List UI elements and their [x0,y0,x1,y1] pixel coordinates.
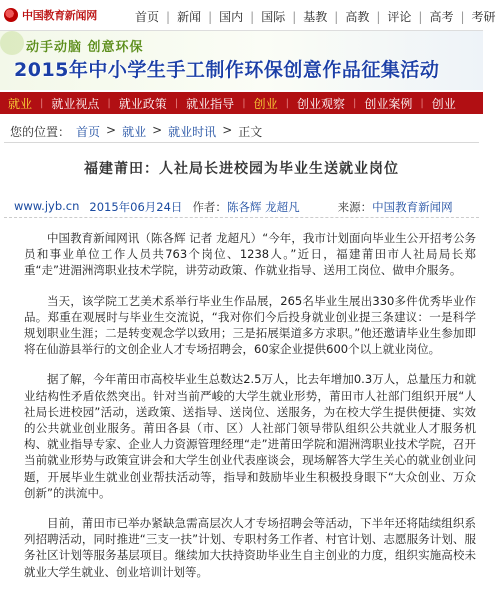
breadcrumb-label: 您的位置： [10,125,71,139]
section-nav-job-policy[interactable]: 就业政策 [118,96,167,111]
top-bar [0,0,496,30]
article-source[interactable]: 中国教育新闻网 [372,200,453,214]
site-url-link[interactable]: www.jyb.cn [14,199,80,213]
article-meta [14,199,479,215]
top-nav-basic-edu[interactable]: 基教 [303,10,328,24]
breadcrumb-job-news[interactable]: 就业时讯 [168,125,217,139]
breadcrumb-current: 正文 [238,125,263,139]
logo-text: 中国教育新闻网 [22,9,97,22]
article-paragraph: 中国教育新闻网讯（陈各辉 记者 龙超凡）“今年，我市计划面向毕业生公开招考公务员和事业单位工作人员共763个岗位、1238人。”近日，福建莆田市人社局局长郑重“走”进湄洲湾职业技术学院，讲劳动政策、作就业指导、送用工岗位、做申介服务。 [24,231,476,278]
divider [4,142,479,143]
banner-headline: 2015年中小学生手工制作环保创意作品征集活动 [14,59,440,81]
promo-banner[interactable] [0,30,483,90]
author-label: 作者： [192,200,227,214]
top-nav-domestic[interactable]: 国内 [219,10,244,24]
top-nav-news[interactable]: 新闻 [177,10,202,24]
top-nav-gaokao[interactable]: 高考 [429,10,454,24]
section-nav-jobs[interactable]: 就业 [8,96,33,111]
article-title: 福建莆田：人社局长进校园为毕业生送就业岗位 [84,161,399,177]
breadcrumb-home[interactable]: 首页 [76,125,101,139]
top-nav-home[interactable]: 首页 [135,10,160,24]
source-label: 来源： [337,200,373,214]
article-paragraph: 当天，该学院工艺美术系举行毕业生作品展，265名毕业生展出330多件优秀毕业作品。郑重在观展时与毕业生交流说，“我对你们今后投身就业创业提三条建议：一是科学规划职业生涯；二是转变观念学以致用；三是拓展渠道多方求职。”他还邀请毕业生参加即将在仙游县举行的文创企业人才专场招聘会，60家企业提供600个以上就业岗位。 [24,293,476,357]
section-nav-startup-watch[interactable]: 创业观察 [296,96,345,111]
section-nav-startup-more[interactable]: 创业 [431,96,456,111]
top-nav: 首页 | 新闻 | 国内 | 国际 | 基教 | 高教 | 评论 | 高考 | 考研 [128,8,503,25]
article-author: 陈各辉 龙超凡 [226,200,300,214]
top-nav-kaoyan[interactable]: 考研 [471,10,496,24]
section-nav-startup[interactable]: 创业 [253,96,278,111]
article-body [24,230,476,594]
section-nav: 就业 | 就业视点 | 就业政策 | 就业指导 | 创业 | 创业观察 | 创业案例 | 创业 [0,92,483,114]
banner-slogan: 动手动脑 创意环保 [26,40,144,55]
section-nav-startup-cases[interactable]: 创业案例 [364,96,413,111]
top-nav-higher-edu[interactable]: 高教 [345,10,370,24]
top-nav-international[interactable]: 国际 [261,10,286,24]
section-nav-job-guidance[interactable]: 就业指导 [186,96,235,111]
top-nav-commentary[interactable]: 评论 [387,10,412,24]
site-logo[interactable] [4,5,97,25]
breadcrumb: 您的位置： 首页 > 就业 > 就业时讯 > 正文 [10,123,263,139]
article-date: 2015年06月24日 [89,200,183,214]
divider [4,217,479,218]
logo-emblem-icon [4,8,18,22]
breadcrumb-jobs[interactable]: 就业 [122,125,147,139]
section-nav-job-views[interactable]: 就业视点 [51,96,100,111]
banner-decoration [0,31,24,55]
article-paragraph: 目前，莆田市已举办紧缺急需高层次人才专场招聘会等活动，下半年还将陆续组织系列招聘活动，同时推进“三支一扶”计划、专职村务工作者、村官计划、志愿服务计划、服务社区计划等服务基层项目。继续加大扶持资助毕业生自主创业的力度，组织实施高校未就业大学生就业、创业培训计划等。 [24,516,476,579]
article-paragraph: 据了解，今年莆田市高校毕业生总数达2.5万人，比去年增加0.3万人，总量压力和就业结构性矛盾依然突出。针对当前严峻的大学生就业形势，莆田市人社部门组织开展“人社局长进校园”活动，送政策、送指导、送岗位、送服务，为在校大学生提供便捷、实效的公共就业创业服务。莆田各县（市、区）人社部门领导带队组织公共就业人才服务机构、就业指导专家、企业人力资源管理经理“走”进莆田学院和湄洲湾职业技术学院，召开当前就业形势与政策宣讲会和大学生创业代表座谈会，现场解答大学生关心的就业创业问题，开展毕业生就业创业帮扶活动等，指导和鼓励毕业生积极投身眼下“大众创业、万众创新”的洪流中。 [24,372,476,500]
